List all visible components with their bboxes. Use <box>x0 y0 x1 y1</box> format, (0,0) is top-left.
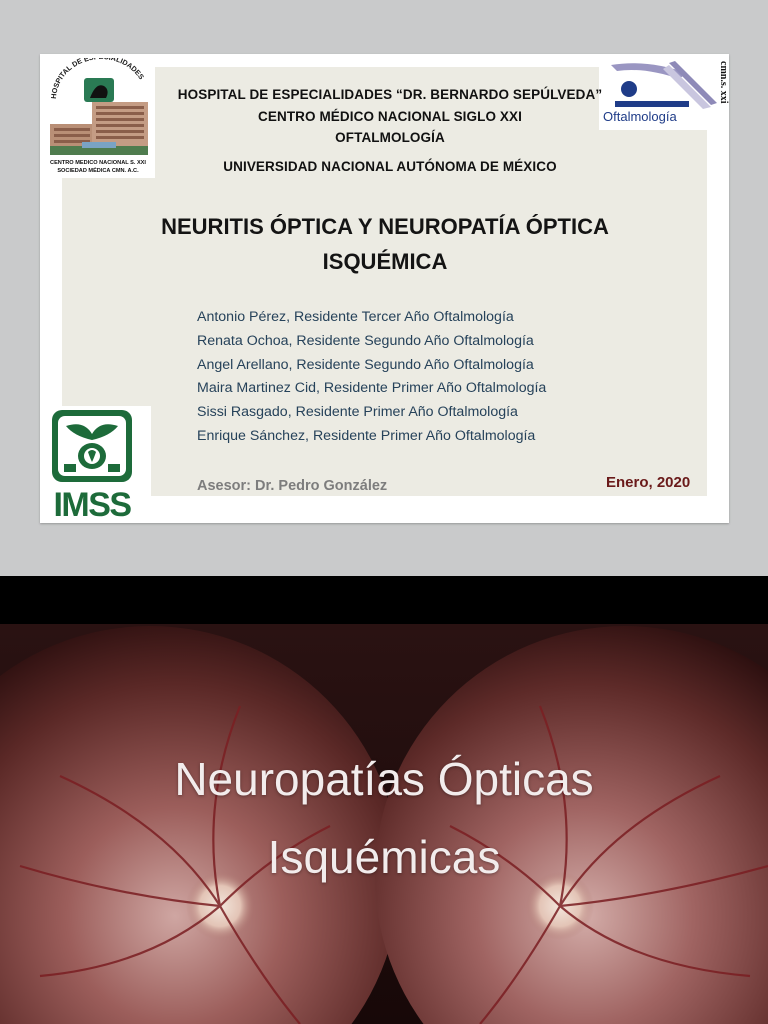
header-hospital: HOSPITAL DE ESPECIALIDADES “DR. BERNARDO SEPÚLVEDA” <box>177 87 603 102</box>
header-department: OFTALMOLOGÍA <box>335 130 445 145</box>
section-slide <box>0 576 768 1024</box>
author-item: Renata Ochoa, Residente Segundo Año Oftalmología <box>197 332 534 349</box>
section-title-line2: Isquémicas <box>267 831 501 883</box>
date-text: Enero, 2020 <box>606 474 691 491</box>
imss-logo-graphic <box>44 406 151 523</box>
slide-title-line1: NEURITIS ÓPTICA Y NEUROPATÍA ÓPTICA <box>161 214 609 239</box>
author-item: Enrique Sánchez, Residente Primer Año Oftalmología <box>197 427 536 444</box>
authors-list <box>197 306 657 449</box>
author-item: Sissi Rasgado, Residente Primer Año Oftalmología <box>197 404 518 421</box>
oftalmologia-logo-vertical-text: cmn.s. xxi <box>718 61 729 104</box>
title-slide <box>40 54 729 523</box>
hospital-logo-line2: SOCIEDAD MÉDICA CMN. A.C. <box>57 168 139 174</box>
header-center: CENTRO MÉDICO NACIONAL SIGLO XXI <box>258 109 522 124</box>
slide-title-line2: ISQUÉMICA <box>322 249 448 274</box>
advisor-text: Asesor: Dr. Pedro González <box>197 478 388 494</box>
imss-logo <box>44 406 151 523</box>
hospital-logo-line1: CENTRO MEDICO NACIONAL S. XXI <box>50 160 146 166</box>
section-title-line1: Neuropatías Ópticas <box>174 753 594 805</box>
left-fundus-image <box>0 626 400 1024</box>
imss-logo-text: IMSS <box>53 486 131 523</box>
author-item: Angel Arellano, Residente Segundo Año Oftalmología <box>197 356 534 373</box>
hospital-logo-ring-text: HOSPITAL DE E ALIDADES <box>48 58 147 100</box>
author-item: Maira Martinez Cid, Residente Primer Año Oftalmología <box>197 380 547 397</box>
oftalmologia-logo-text: Oftalmología <box>603 109 677 124</box>
author-item: Antonio Pérez, Residente Tercer Año Oftalmología <box>197 309 514 325</box>
header-university: UNIVERSIDAD NACIONAL AUTÓNOMA DE MÉXICO <box>223 159 557 174</box>
right-fundus-image <box>375 626 768 1024</box>
